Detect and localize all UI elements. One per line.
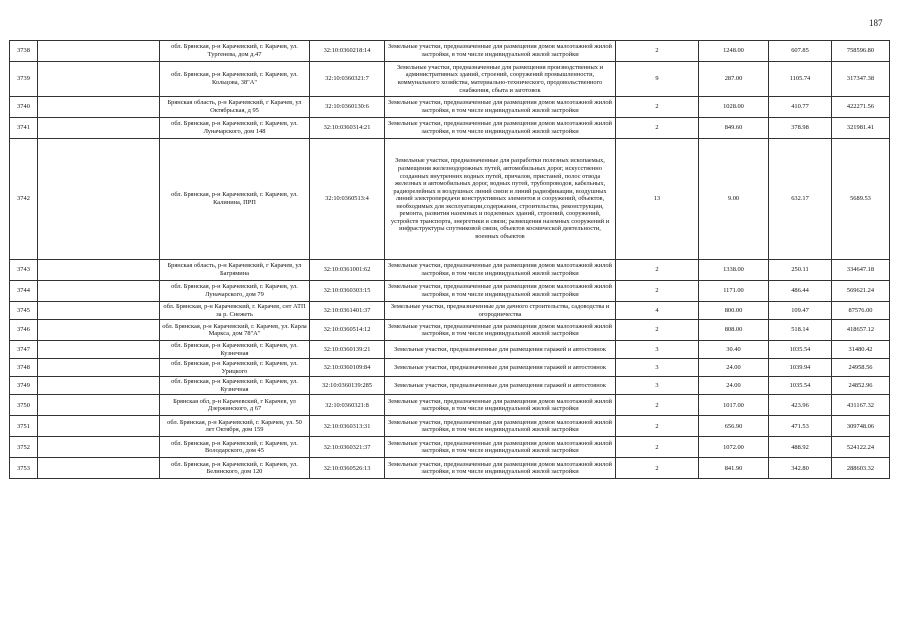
unit-value-cell: 1035.54 [769, 377, 832, 395]
table-row [10, 437, 890, 458]
table-row [10, 302, 890, 320]
cadastral-value-cell: 87576.00 [832, 302, 890, 320]
table-row [10, 41, 890, 62]
row-number-cell: 3744 [10, 281, 38, 302]
unit-value-cell: 109.47 [769, 302, 832, 320]
land-use-cell: Земельные участки, предназначенные для размещения гаражей и автостоянок [385, 377, 616, 395]
unit-value-cell: 486.44 [769, 281, 832, 302]
row-number-cell: 3748 [10, 359, 38, 377]
blank-cell [38, 395, 160, 416]
table-row [10, 97, 890, 118]
area-cell: 1028.00 [699, 97, 769, 118]
address-cell: Брянская обл, р-н Карачевский, г Карачев, ул Дзержинского, д 67 [160, 395, 310, 416]
area-cell: 24.00 [699, 359, 769, 377]
area-cell: 30.40 [699, 341, 769, 359]
cadastral-number-cell: 32:10:0360514:12 [310, 320, 385, 341]
table-row [10, 281, 890, 302]
blank-cell [38, 359, 160, 377]
cadastral-number-cell: 32:10:0360321:7 [310, 62, 385, 97]
land-use-cell: Земельные участки, предназначенные для размещения домов малоэтажной жилой застройки, в том числе индивидуальной жилой застройки [385, 260, 616, 281]
page-number: 187 [869, 18, 883, 28]
use-code-cell: 2 [616, 458, 699, 479]
area-cell: 287.00 [699, 62, 769, 97]
cadastral-number-cell: 32:10:0360139:21 [310, 341, 385, 359]
use-code-cell: 4 [616, 302, 699, 320]
use-code-cell: 2 [616, 118, 699, 139]
table-row [10, 377, 890, 395]
cadastral-number-cell: 32:10:0360321:37 [310, 437, 385, 458]
unit-value-cell: 471.53 [769, 416, 832, 437]
cadastral-value-cell: 569621.24 [832, 281, 890, 302]
cadastral-value-cell: 24958.56 [832, 359, 890, 377]
use-code-cell: 2 [616, 437, 699, 458]
area-cell: 1171.00 [699, 281, 769, 302]
land-use-cell: Земельные участки, предназначенные для дачного строительства, садоводства и огородничества [385, 302, 616, 320]
row-number-cell: 3743 [10, 260, 38, 281]
area-cell: 656.90 [699, 416, 769, 437]
cadastral-value-cell: 31480.42 [832, 341, 890, 359]
row-number-cell: 3739 [10, 62, 38, 97]
cadastral-value-cell: 418657.12 [832, 320, 890, 341]
land-use-cell: Земельные участки, предназначенные для размещения домов малоэтажной жилой застройки, в том числе индивидуальной жилой застройки [385, 416, 616, 437]
unit-value-cell: 250.11 [769, 260, 832, 281]
blank-cell [38, 458, 160, 479]
blank-cell [38, 260, 160, 281]
cadastral-value-cell: 431167.32 [832, 395, 890, 416]
address-cell: обл. Брянская, р-н Карачевский, г. Карачев, ул. Тургенева, дом д.47 [160, 41, 310, 62]
unit-value-cell: 423.96 [769, 395, 832, 416]
cadastral-number-cell: 32:10:0360321:8 [310, 395, 385, 416]
cadastral-value-cell: 288603.32 [832, 458, 890, 479]
table-row [10, 320, 890, 341]
use-code-cell: 2 [616, 416, 699, 437]
cadastral-value-cell: 758596.80 [832, 41, 890, 62]
use-code-cell: 3 [616, 341, 699, 359]
area-cell: 808.00 [699, 320, 769, 341]
address-cell: обл. Брянская, р-н Карачевский, г. Карачев, ул. Урицкого [160, 359, 310, 377]
row-number-cell: 3753 [10, 458, 38, 479]
area-cell: 1248.00 [699, 41, 769, 62]
table-row [10, 260, 890, 281]
cadastral-number-cell: 32:10:0361401:37 [310, 302, 385, 320]
cadastral-value-cell: 321981.41 [832, 118, 890, 139]
table-row [10, 62, 890, 97]
table-row [10, 458, 890, 479]
address-cell: обл. Брянская, р-н Карачевский, г. Карачев, ул. Кузнечная [160, 377, 310, 395]
land-use-cell: Земельные участки, предназначенные для размещения гаражей и автостоянок [385, 359, 616, 377]
unit-value-cell: 342.80 [769, 458, 832, 479]
land-use-cell: Земельные участки, предназначенные для размещения производственных и административных зданий, строений, сооружений промышленности, коммунального хозяйства, материально-технического, продовольственного снабжения, сбыта и заготовок [385, 62, 616, 97]
area-cell: 1017.00 [699, 395, 769, 416]
cadastral-number-cell: 32:10:0360109:84 [310, 359, 385, 377]
use-code-cell: 2 [616, 320, 699, 341]
land-use-cell: Земельные участки, предназначенные для размещения домов малоэтажной жилой застройки, в том числе индивидуальной жилой застройки [385, 437, 616, 458]
area-cell: 849.60 [699, 118, 769, 139]
blank-cell [38, 416, 160, 437]
cadastral-value-cell: 524122.24 [832, 437, 890, 458]
cadastral-value-cell: 422271.56 [832, 97, 890, 118]
row-number-cell: 3742 [10, 139, 38, 260]
land-use-cell: Земельные участки, предназначенные для размещения домов малоэтажной жилой застройки, в том числе индивидуальной жилой застройки [385, 320, 616, 341]
blank-cell [38, 97, 160, 118]
cadastral-number-cell: 32:10:0360526:13 [310, 458, 385, 479]
address-cell: обл. Брянская, р-н Карачевский, г. Карачев, ул. 50 лет Октября, дом 159 [160, 416, 310, 437]
table-row [10, 118, 890, 139]
address-cell: обл. Брянская, р-н Карачевский, г. Карачев, ул. Володарского, дом 45 [160, 437, 310, 458]
address-cell: обл. Брянская, р-н Карачевский, г. Карачев, ул. Калинина, ПРП [160, 139, 310, 260]
cadastral-value-cell: 24852.96 [832, 377, 890, 395]
land-use-cell: Земельные участки, предназначенные для размещения домов малоэтажной жилой застройки, в том числе индивидуальной жилой застройки [385, 458, 616, 479]
land-use-cell: Земельные участки, предназначенные для размещения гаражей и автостоянок [385, 341, 616, 359]
blank-cell [38, 320, 160, 341]
unit-value-cell: 632.17 [769, 139, 832, 260]
unit-value-cell: 410.77 [769, 97, 832, 118]
cadastral-number-cell: 32:10:0360513:4 [310, 139, 385, 260]
use-code-cell: 3 [616, 377, 699, 395]
cadastral-number-cell: 32:10:0360218:14 [310, 41, 385, 62]
cadastral-value-cell: 317347.38 [832, 62, 890, 97]
use-code-cell: 2 [616, 97, 699, 118]
row-number-cell: 3745 [10, 302, 38, 320]
blank-cell [38, 341, 160, 359]
unit-value-cell: 607.85 [769, 41, 832, 62]
cadastral-number-cell: 32:10:0360314:21 [310, 118, 385, 139]
land-use-cell: Земельные участки, предназначенные для разработки полезных ископаемых, размещения железнодорожных путей, автомобильных дорог, искусственно созданных внутренних водных путей, причалов, пристаней, полос отвода железных и автомобильных дорог, водных путей, трубопроводов, кабельных, радиорелейных и воздушных линий связи и линий радиофикации, воздушных линий электропередачи конструктивных элементов и сооружений, объектов, необходимых для эксплуатации,содержания, строительства, реконструкции, ремонта, развития наземных и подземных зданий, строений, сооружений, устройств транспорта, энергетики и связи; размещения наземных сооружений и инфраструктуры спутниковой связи, объектов космической деятельности, военных объектов [385, 139, 616, 260]
table-row [10, 416, 890, 437]
blank-cell [38, 139, 160, 260]
blank-cell [38, 302, 160, 320]
area-cell: 841.90 [699, 458, 769, 479]
use-code-cell: 13 [616, 139, 699, 260]
row-number-cell: 3738 [10, 41, 38, 62]
cadastral-value-cell: 334647.18 [832, 260, 890, 281]
unit-value-cell: 1035.54 [769, 341, 832, 359]
cadastral-number-cell: 32:10:0360130:6 [310, 97, 385, 118]
cadastral-number-cell: 32:10:0361001:62 [310, 260, 385, 281]
blank-cell [38, 41, 160, 62]
address-cell: обл. Брянская, р-н Карачевский, г. Карачев, ул. Кольцова, 38"А" [160, 62, 310, 97]
address-cell: обл. Брянская, р-н Карачевский, г. Карачев, ул. Белинского, дом 120 [160, 458, 310, 479]
row-number-cell: 3746 [10, 320, 38, 341]
row-number-cell: 3749 [10, 377, 38, 395]
land-plots-table [9, 40, 890, 479]
area-cell: 1338.00 [699, 260, 769, 281]
land-use-cell: Земельные участки, предназначенные для размещения домов малоэтажной жилой застройки, в том числе индивидуальной жилой застройки [385, 97, 616, 118]
row-number-cell: 3750 [10, 395, 38, 416]
land-use-cell: Земельные участки, предназначенные для размещения домов малоэтажной жилой застройки, в том числе индивидуальной жилой застройки [385, 281, 616, 302]
row-number-cell: 3741 [10, 118, 38, 139]
address-cell: обл. Брянская, р-н Карачевский, г. Карачев, ул. Кузнечная [160, 341, 310, 359]
cadastral-number-cell: 32:10:0360139:285 [310, 377, 385, 395]
address-cell: обл. Брянская, р-н Карачевский, г. Карачев, ул. Карла Маркса, дом 78"А" [160, 320, 310, 341]
unit-value-cell: 1105.74 [769, 62, 832, 97]
table-row [10, 359, 890, 377]
use-code-cell: 2 [616, 260, 699, 281]
land-use-cell: Земельные участки, предназначенные для размещения домов малоэтажной жилой застройки, в том числе индивидуальной жилой застройки [385, 118, 616, 139]
row-number-cell: 3752 [10, 437, 38, 458]
unit-value-cell: 1039.94 [769, 359, 832, 377]
area-cell: 1072.00 [699, 437, 769, 458]
address-cell: Брянская область, р-н Карачевский, г Карачев, ул Октябрьская, д 95 [160, 97, 310, 118]
row-number-cell: 3740 [10, 97, 38, 118]
unit-value-cell: 518.14 [769, 320, 832, 341]
use-code-cell: 3 [616, 359, 699, 377]
area-cell: 9.00 [699, 139, 769, 260]
address-cell: обл. Брянская, р-н Карачевский, г. Карачев, ул. Луначарского, дом 148 [160, 118, 310, 139]
land-use-cell: Земельные участки, предназначенные для размещения домов малоэтажной жилой застройки, в том числе индивидуальной жилой застройки [385, 41, 616, 62]
table-row [10, 395, 890, 416]
table-row [10, 139, 890, 260]
use-code-cell: 2 [616, 281, 699, 302]
area-cell: 800.00 [699, 302, 769, 320]
blank-cell [38, 377, 160, 395]
area-cell: 24.00 [699, 377, 769, 395]
cadastral-number-cell: 32:10:0360313:31 [310, 416, 385, 437]
row-number-cell: 3747 [10, 341, 38, 359]
address-cell: обл. Брянская, р-н Карачевский, г. Карачев, снт АТП за р. Снежеть [160, 302, 310, 320]
cadastral-number-cell: 32:10:0360303:15 [310, 281, 385, 302]
blank-cell [38, 118, 160, 139]
row-number-cell: 3751 [10, 416, 38, 437]
address-cell: Брянская область, р-н Карачевский, г Карачев, ул Багрямина [160, 260, 310, 281]
address-cell: обл. Брянская, р-н Карачевский, г. Карачев, ул. Луначарского, дом 79 [160, 281, 310, 302]
land-use-cell: Земельные участки, предназначенные для размещения домов малоэтажной жилой застройки, в том числе индивидуальной жилой застройки [385, 395, 616, 416]
blank-cell [38, 437, 160, 458]
unit-value-cell: 488.92 [769, 437, 832, 458]
cadastral-value-cell: 5689.53 [832, 139, 890, 260]
unit-value-cell: 378.98 [769, 118, 832, 139]
cadastral-value-cell: 309748.06 [832, 416, 890, 437]
table-row [10, 341, 890, 359]
use-code-cell: 9 [616, 62, 699, 97]
use-code-cell: 2 [616, 395, 699, 416]
blank-cell [38, 281, 160, 302]
use-code-cell: 2 [616, 41, 699, 62]
blank-cell [38, 62, 160, 97]
